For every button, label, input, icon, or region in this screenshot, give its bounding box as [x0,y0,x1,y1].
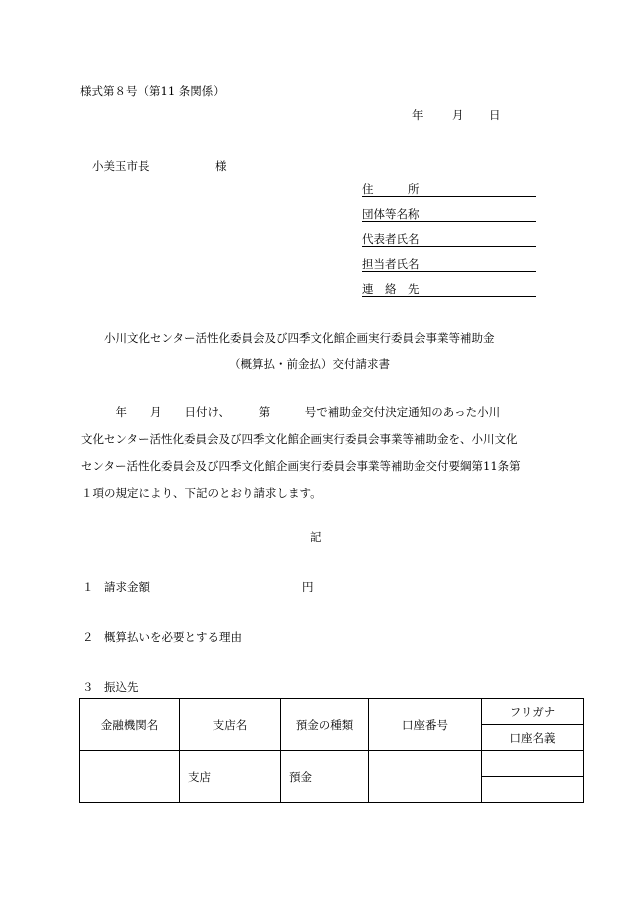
form-number: 様式第８号（第11 条関係） [80,84,225,98]
furigana-cell[interactable] [482,751,584,777]
account-number-cell[interactable] [369,751,482,803]
header-deposit-type: 預金の種類 [281,699,369,751]
representative-name-field-label: 代表者氏名 [362,232,420,246]
header-account-number: 口座番号 [369,699,482,751]
title-line-2: （概算払・前金払）交付請求書 [229,357,390,371]
paragraph-line: 文化センター活性化委員会及び四季文化館企画実行委員会事業等補助金を、小川文化 [81,432,518,446]
organization-name-field[interactable] [362,221,536,222]
item-number: ２ [82,630,94,644]
contact-person-field-label: 担当者氏名 [362,257,420,271]
institution-cell[interactable] [80,751,180,803]
header-institution: 金融機関名 [80,699,180,751]
item-number: １ [82,580,94,594]
paragraph-line: 年 月 日付け、 第 号で補助金交付決定通知のあった小川 [81,405,501,419]
item-number: ３ [82,680,94,694]
date-month-label: 月 [452,108,464,122]
date-day-label: 日 [489,108,501,122]
address-field-label: 住 所 [362,182,420,196]
request-paragraph [81,399,561,507]
bank-account-table [79,698,584,803]
paragraph-line: センター活性化委員会及び四季文化館企画実行委員会事業等補助金交付要綱第11条第 [81,459,521,473]
item-label: 概算払いを必要とする理由 [104,630,242,644]
header-branch: 支店名 [180,699,281,751]
contact-info-field[interactable] [362,296,536,297]
addressee-honorific: 様 [215,159,227,173]
addressee-name: 小美玉市長 [92,159,150,173]
yen-unit: 円 [302,580,314,594]
address-field[interactable] [362,196,536,197]
ki-heading: 記 [310,530,322,544]
organization-name-field-label: 団体等名称 [362,207,420,221]
deposit-type-cell[interactable]: 預金 [281,751,369,803]
item-label: 振込先 [104,680,139,694]
header-furigana: フリガナ [482,699,584,725]
header-account-name: 口座名義 [482,725,584,751]
title-line-1: 小川文化センター活性化委員会及び四季文化館企画実行委員会事業等補助金 [104,331,495,345]
date-year-label: 年 [412,108,424,122]
paragraph-line: １項の規定により、下記のとおり請求します。 [81,486,322,500]
account-name-cell[interactable] [482,777,584,803]
contact-person-field[interactable] [362,271,536,272]
item-label: 請求金額 [104,580,150,594]
contact-info-field-label: 連 絡 先 [362,282,420,296]
representative-name-field[interactable] [362,246,536,247]
branch-cell[interactable]: 支店 [180,751,281,803]
